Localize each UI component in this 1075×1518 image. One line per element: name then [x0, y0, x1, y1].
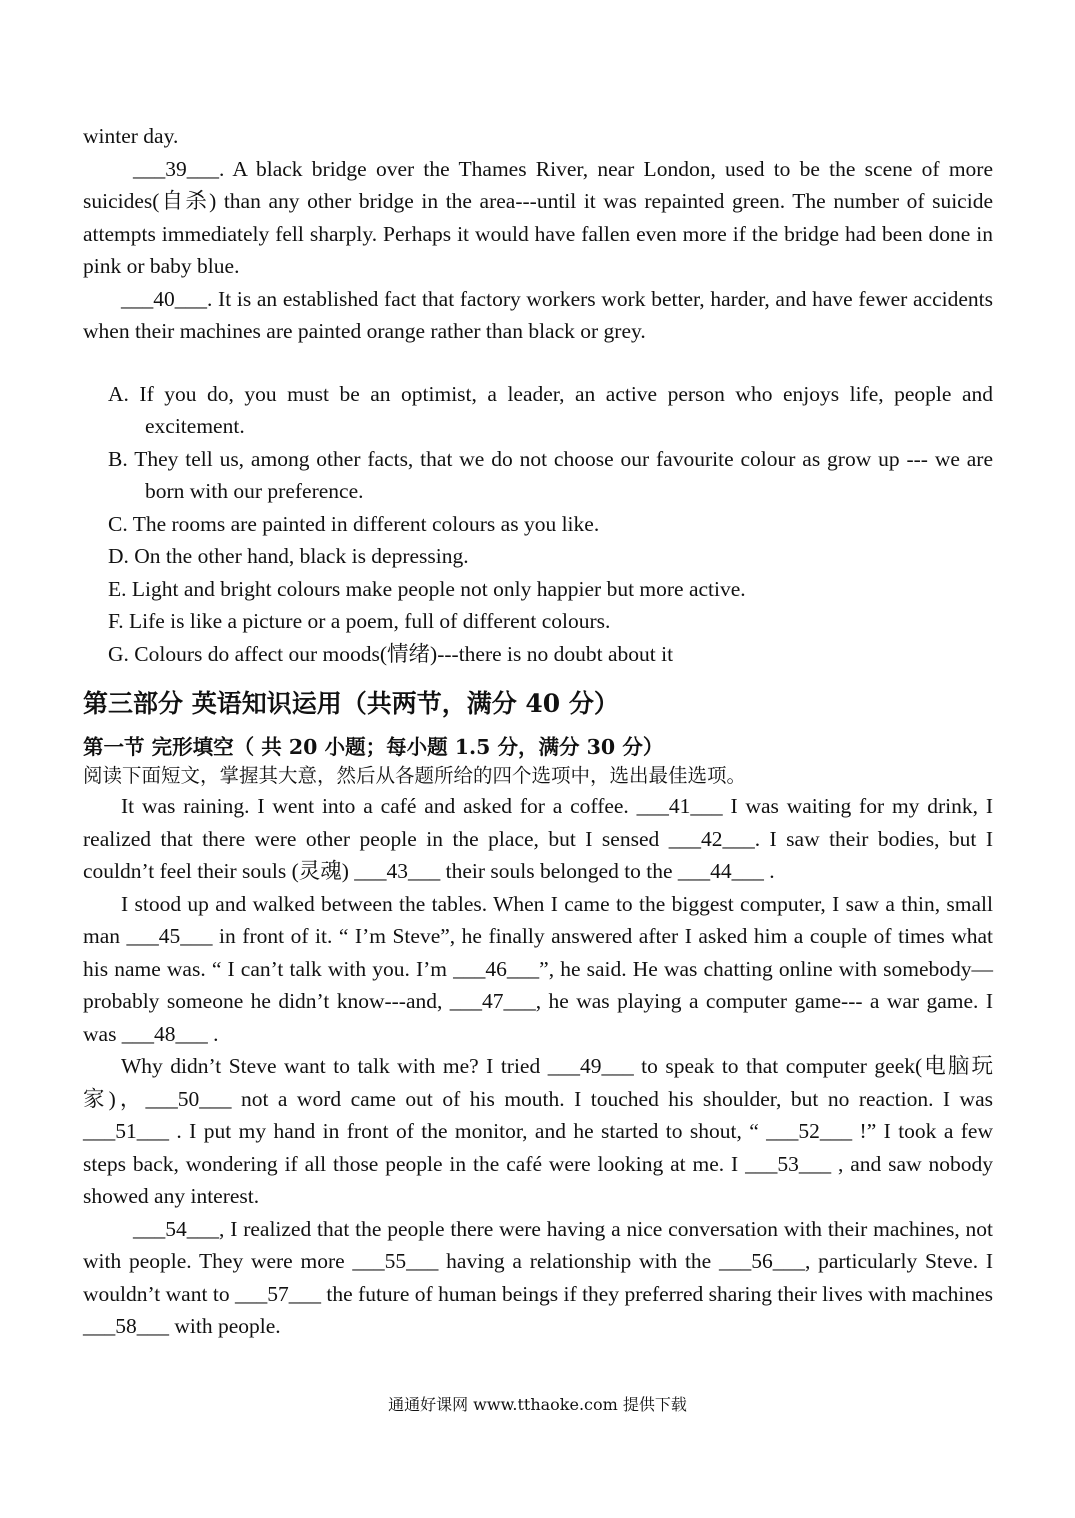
option-g: G. Colours do affect our moods(情绪)---there is no doubt about it — [108, 641, 674, 666]
cloze-paragraph-4: ___54___, I realized that the people there were having a nice conversation with their machines, not with people. They were more ___55___ having a relationship with the ___56___, particularly Steve. I wouldn’t want to ___57___ the future of human beings if they preferred sharing their lives with machines ___58___ with people. — [83, 1216, 993, 1338]
answer-options — [83, 378, 993, 671]
option-d: D. On the other hand, black is depressing. — [108, 544, 469, 568]
paragraph-ending: winter day. — [83, 124, 179, 148]
cloze-paragraph-2: I stood up and walked between the tables. When I came to the biggest computer, I saw a thin, small man ___45___ in front of it. “ I’m Steve”, he finally answered after I asked him a couple of times what his name was. “ I can’t talk with you. I’m ___46___”, he said. He was chatting online with somebody—probably someone he didn’t know---and, ___47___, he was playing a computer game--- a war game. I was ___48___ . — [83, 891, 993, 1046]
option-a: A. If you do, you must be an optimist, a leader, an active person who enjoys life, people and excitement. — [108, 381, 993, 438]
cloze-paragraph-3: Why didn’t Steve want to talk with me? I tried ___49___ to speak to that computer geek(电脑玩家)，___50___ not a word came out of his mouth. I touched his shoulder, but no reaction. I was ___51___ . I put my hand in front of the monitor, and he started to shout, “ ___52___ !” I took a few steps back, wondering if all those people in the café were looking at me. I ___53___ , and saw nobody showed any interest. — [83, 1054, 993, 1208]
document-page — [83, 120, 993, 1343]
paragraph-39: ___39___. A black bridge over the Thames River, near London, used to be the scene of more suicides(自杀) than any other bridge in the area---until it was repainted green. The number of suicide attempts immediately fell sharply. Perhaps it would have fallen even more if the bridge had been done in pink or baby blue. — [83, 156, 993, 278]
page-footer: 通通好课网 www.tthaoke.com 提供下载 — [388, 1395, 687, 1414]
option-b: B. They tell us, among other facts, that we do not choose our favourite colour as grow up --- we are born with our preference. — [108, 446, 993, 503]
option-c: C. The rooms are painted in different colours as you like. — [108, 511, 600, 536]
section-one-title: 第一节 完形填空（ 共 20 小题；每小题 1.5 分，满分 30 分） — [83, 735, 664, 759]
paragraph-40: ___40___. It is an established fact that factory workers work better, harder, and have fewer accidents when their machines are painted orange rather than black or grey. — [83, 286, 993, 343]
option-f: F. Life is like a picture or a poem, full of different colours. — [108, 609, 611, 633]
part-three-title: 第三部分 英语知识运用（共两节，满分 40 分） — [83, 689, 619, 718]
cloze-paragraph-1: It was raining. I went into a café and asked for a coffee. ___41___ I was waiting for my drink, I realized that there were other people in the place, but I sensed ___42___. I saw their bodies, but I couldn’t feel their souls (灵魂) ___43___ their souls belonged to the ___44___ . — [83, 794, 993, 883]
option-e: E. Light and bright colours make people not only happier but more active. — [108, 576, 746, 601]
instruction-text: 阅读下面短文，掌握其大意，然后从各题所给的四个选项中，选出最佳选项。 — [83, 764, 747, 787]
